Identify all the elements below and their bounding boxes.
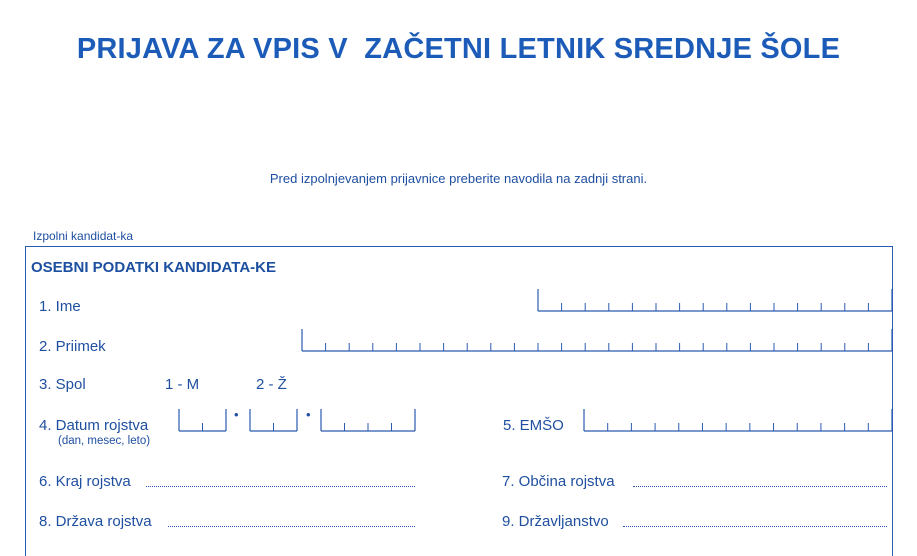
label-kraj: 6. Kraj rojstva [39,473,131,490]
day-comb-field[interactable] [179,409,226,431]
date-separator-2: • [306,407,311,422]
fill-note: Izpolni kandidat-ka [33,229,134,243]
month-comb-field[interactable] [250,409,297,431]
label-drzavljanstvo: 9. Državljanstvo [502,513,609,530]
label-drzava: 8. Država rojstva [39,513,152,530]
label-spol: 3. Spol [39,376,86,393]
emso-comb-field[interactable] [584,409,892,431]
label-datum: 4. Datum rojstva [39,417,149,434]
instructions-text: Pred izpolnjevanjem prijavnice preberite navodila na zadnji strani. [269,171,648,186]
label-obcina: 7. Občina rojstva [502,473,615,490]
section-heading: OSEBNI PODATKI KANDIDATA-KE [31,259,276,276]
label-ime: 1. Ime [39,298,81,315]
priimek-comb-field[interactable] [302,329,892,351]
label-emso: 5. EMŠO [503,417,564,434]
ime-comb-field[interactable] [538,289,892,311]
option-spol-m[interactable]: 1 - M [165,376,200,393]
label-priimek: 2. Priimek [39,338,106,355]
year-comb-field[interactable] [321,409,415,431]
date-separator-1: • [234,407,239,422]
option-spol-z[interactable]: 2 - Ž [256,376,287,393]
form-title: PRIJAVA ZA VPIS V ZAČETNI LETNIK SREDNJE ŠOLE [76,33,841,65]
label-datum-hint: (dan, mesec, leto) [58,435,151,447]
